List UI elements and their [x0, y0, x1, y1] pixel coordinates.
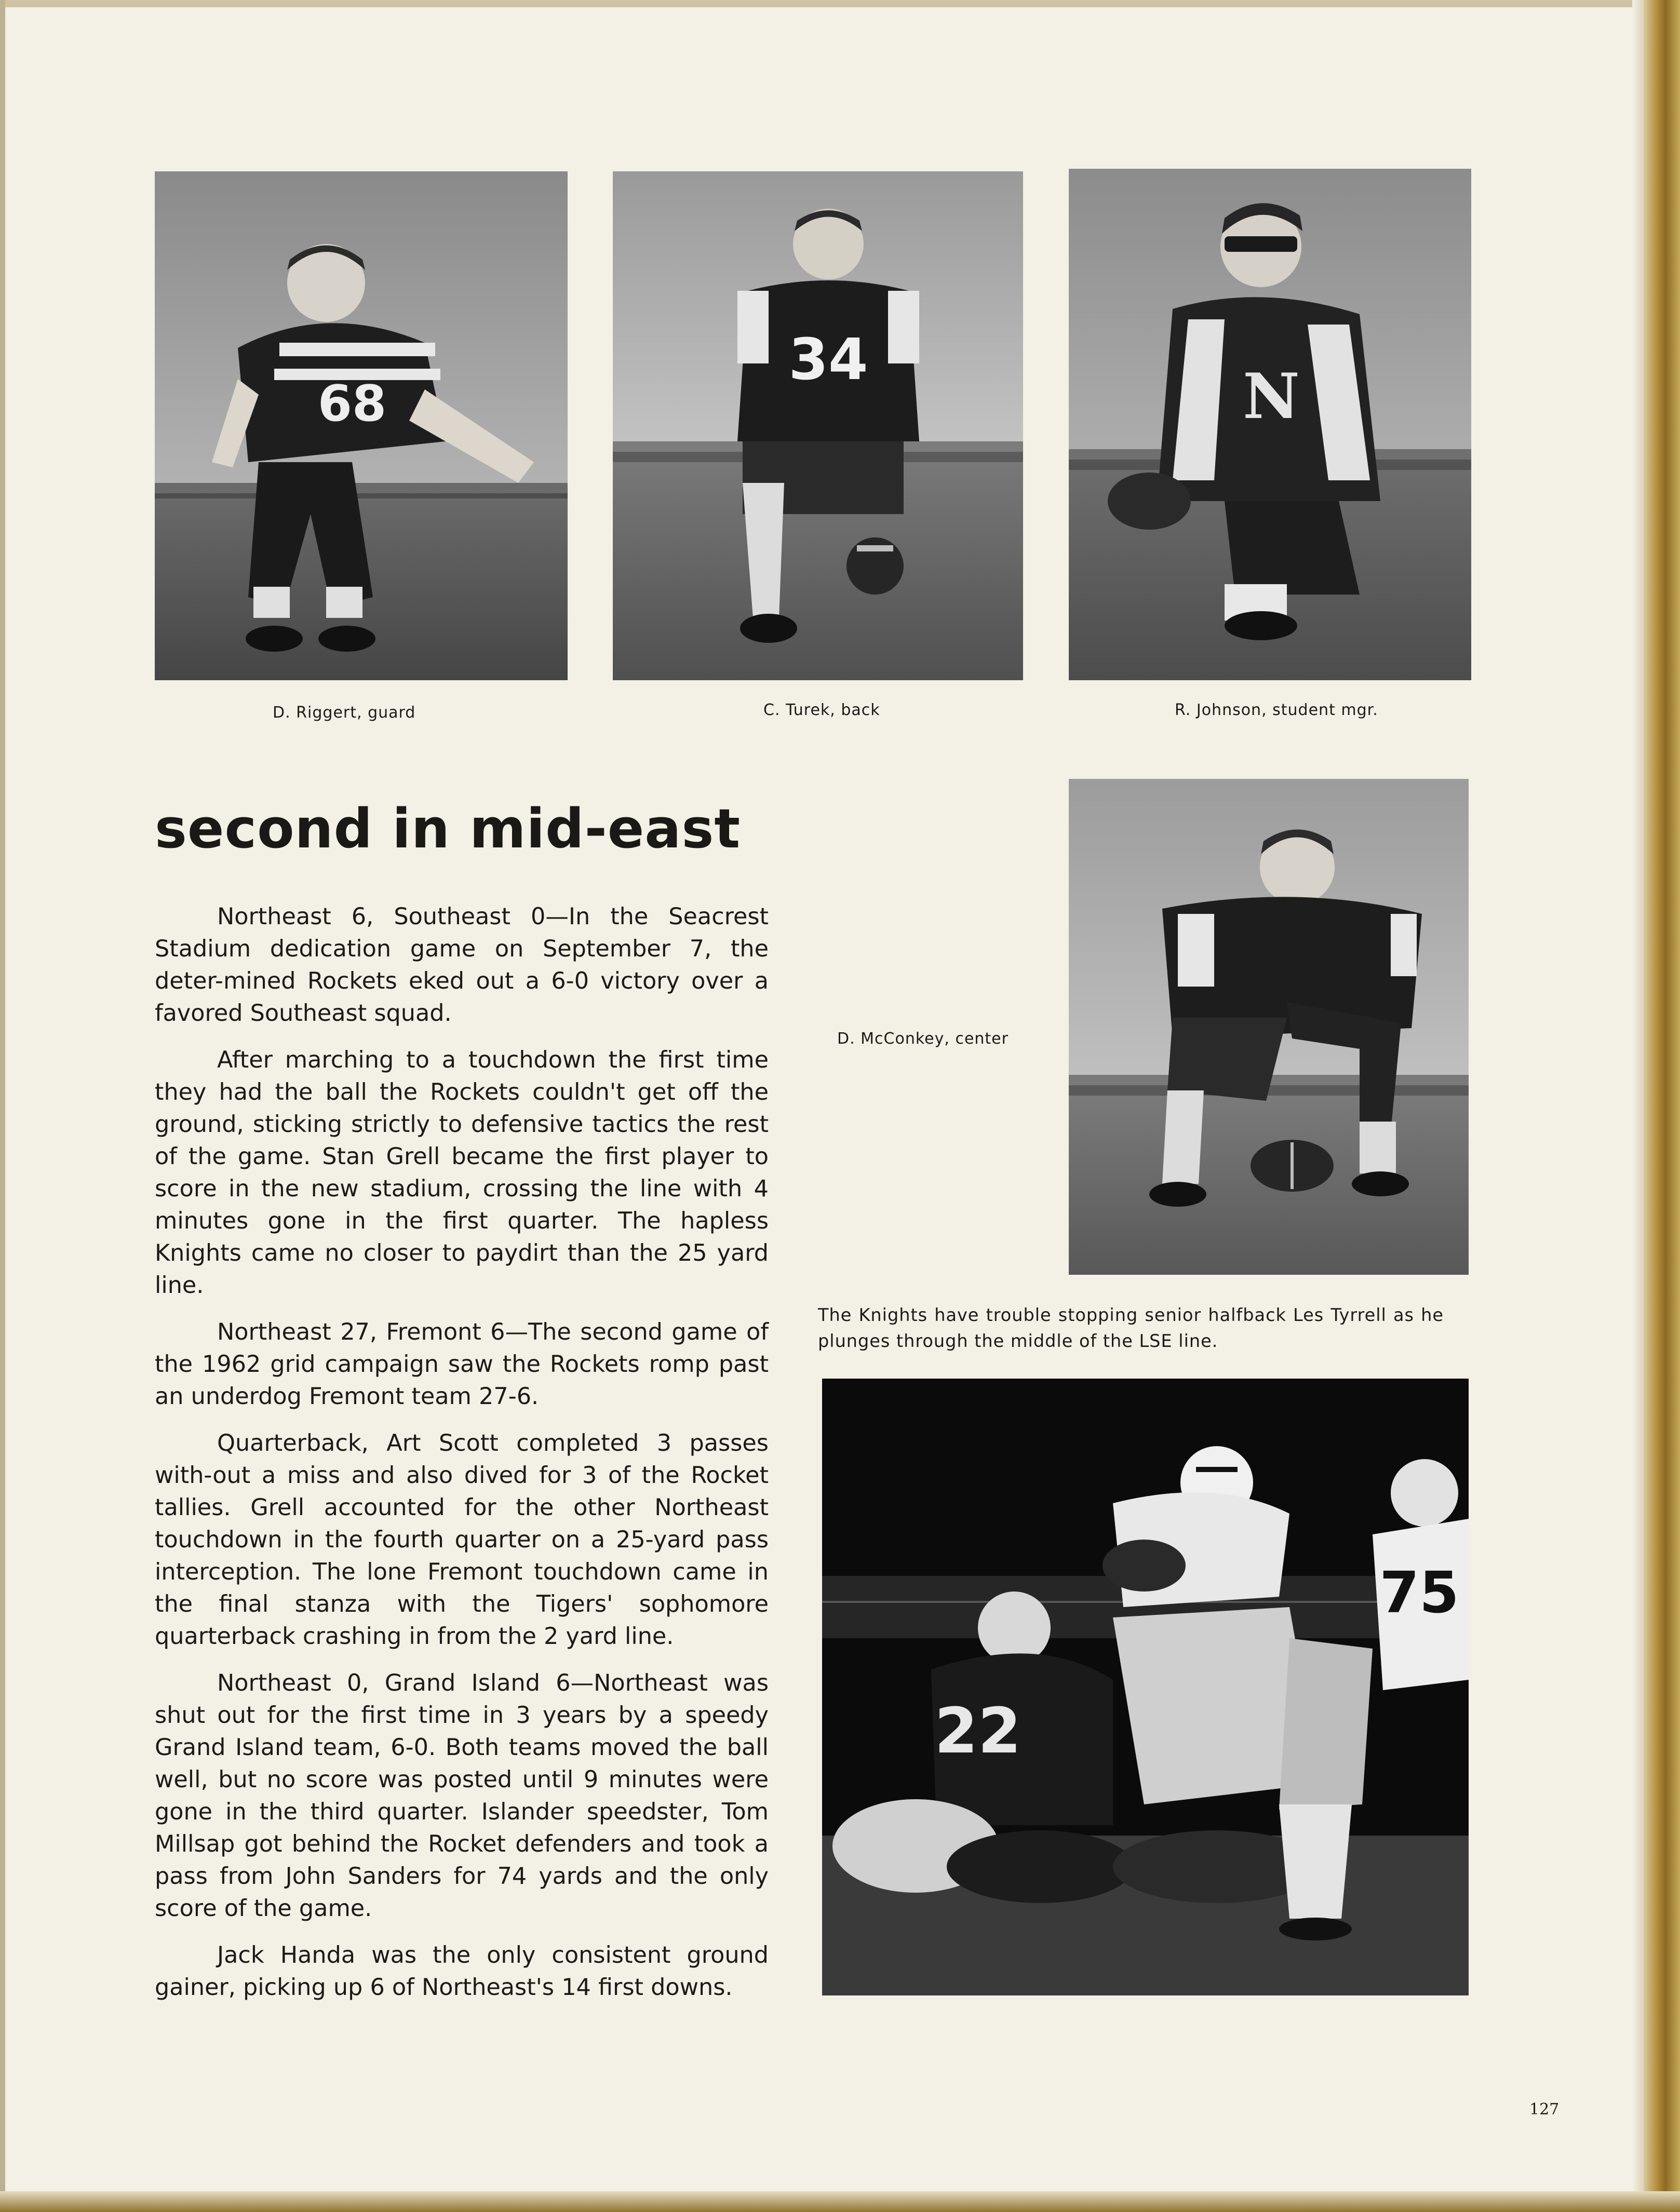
action-photo-caption: The Knights have trouble stopping senior halfback Les Tyrrell as he plunges through the middle of the LSE line. [818, 1305, 1444, 1351]
photo-johnson [1069, 169, 1471, 680]
page-number: 127 [1529, 2100, 1560, 2119]
article-paragraph: Northeast 0, Grand Island 6—Northeast was shut out for the first time in 3 years by a speedy Grand Island team, 6-0. Both teams moved the ball well, but no score was posted until 9 minutes were gone in the third quarter. Islander speedster, Tom Millsap got behind the Rocket defenders and took a pass from John Sanders for 74 yards and the only score of the game. [155, 1670, 769, 1922]
article-body [155, 901, 769, 2018]
jersey-number: 68 [317, 375, 387, 433]
caption-turek: C. Turek, back [763, 701, 880, 719]
jersey-letter: N [1243, 360, 1300, 433]
page-inner-shadow [1632, 0, 1644, 2212]
caption-mcconkey: D. McConkey, center [837, 1030, 1009, 1048]
caption-riggert: D. Riggert, guard [273, 704, 416, 722]
jersey-number: 22 [934, 1695, 1022, 1768]
photo-mcconkey [1069, 779, 1469, 1275]
page-top-edge [0, 0, 1680, 7]
jersey-number: 75 [1379, 1559, 1459, 1626]
book-binding [1644, 0, 1680, 2212]
article-paragraph: After marching to a touchdown the first time they had the ball the Rockets couldn't get off the ground, sticking strictly to defensive tactics the rest of the game. Stan Grell became the first player to score in the new stadium, crossing the line with 4 minutes gone in the first quarter. The hapless Knights came no closer to paydirt than the 25 yard line. [155, 1047, 769, 1299]
article-paragraph: Jack Handa was the only consistent ground gainer, picking up 6 of Northeast's 14 first downs. [155, 1942, 769, 2001]
photo-turek [613, 171, 1023, 680]
caption-johnson: R. Johnson, student mgr. [1175, 701, 1378, 719]
page-left-edge [0, 0, 5, 2212]
article-paragraph: Northeast 27, Fremont 6—The second game of the 1962 grid campaign saw the Rockets romp past an underdog Fremont team 27-6. [155, 1319, 769, 1410]
jersey-number: 34 [788, 326, 868, 393]
photo-game-action [822, 1379, 1469, 1995]
article-paragraph: Quarterback, Art Scott completed 3 passes with-out a miss and also dived for 3 of the Rocket tallies. Grell accounted for the other Northeast touchdown in the fourth quarter on a 25-yard pass interception. The lone Fremont touchdown came in the final stanza with the Tigers' sophomore quarterback crashing in from the 2 yard line. [155, 1430, 769, 1650]
article-headline: second in mid-east [155, 797, 741, 860]
page-bottom-edge [0, 2191, 1680, 2212]
article-paragraph: Northeast 6, Southeast 0—In the Seacrest Stadium dedication game on September 7, the deter-mined Rockets eked out a 6-0 victory over a favored Southeast squad. [155, 903, 769, 1027]
photo-riggert [155, 171, 568, 680]
